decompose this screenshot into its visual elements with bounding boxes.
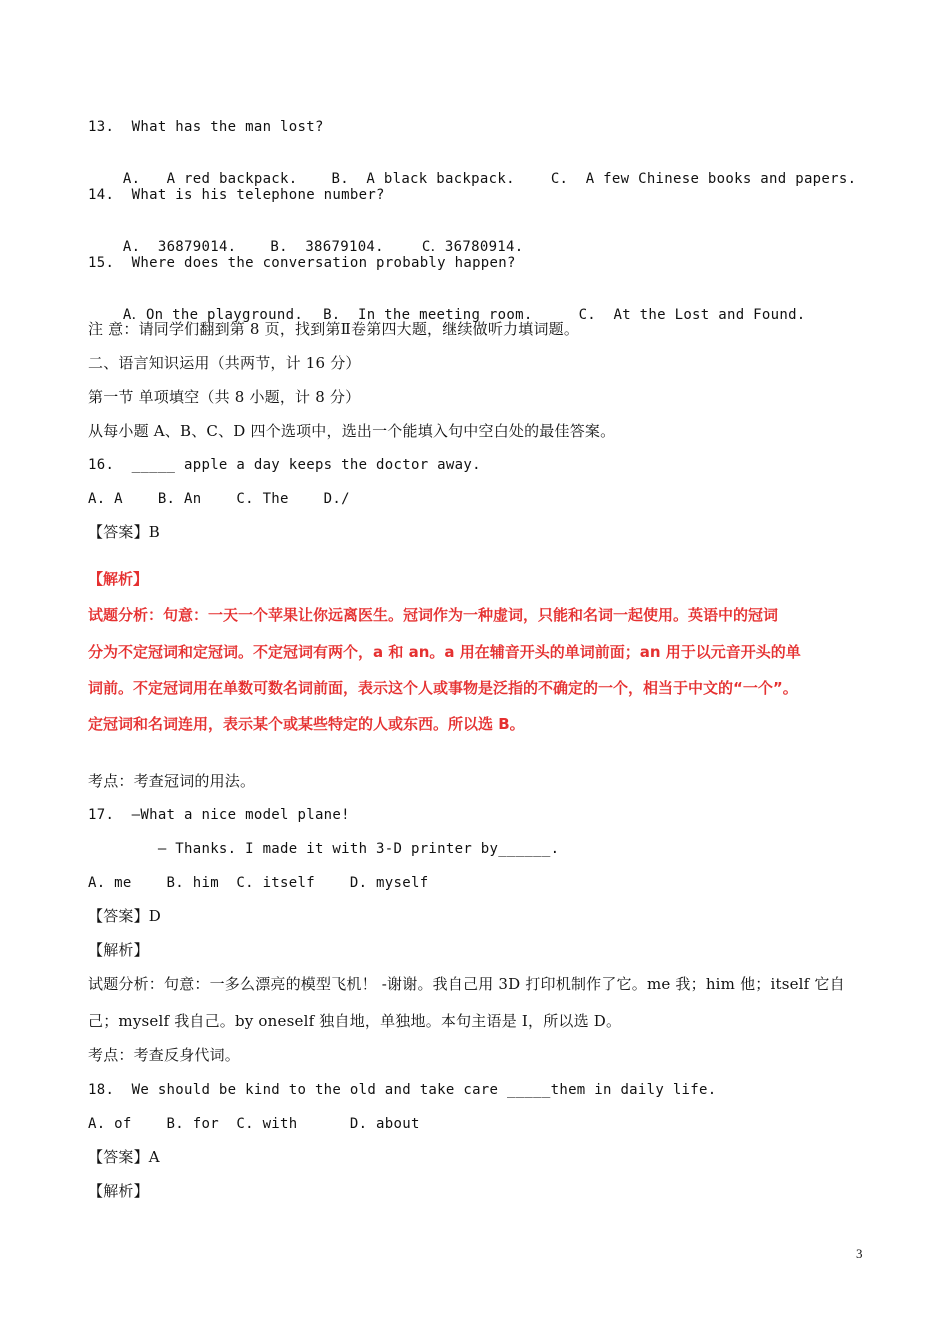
q16-stem: 16. _____ apple a day keeps the doctor away. bbox=[88, 457, 481, 473]
q15-option-a: A．On the playground. bbox=[122, 307, 304, 323]
q16-analysis-line-1: 试题分析：句意：一天一个苹果让你远离医生。冠词作为一种虚词，只能和名词一起使用。英语中的冠词 bbox=[88, 606, 779, 624]
q18-stem: 18. We should be kind to the old and take care _____them in daily life. bbox=[88, 1082, 717, 1098]
page-number: 3 bbox=[856, 1246, 863, 1261]
q14-option-b: B. 38679104. bbox=[270, 239, 384, 255]
q17-reply: — Thanks. I made it with 3-D printer by______. bbox=[88, 841, 560, 857]
q15-option-c: C. At the Lost and Found. bbox=[578, 307, 806, 323]
q17-analysis-title: 【解析】 bbox=[88, 941, 149, 959]
listening-note: 注 意：请同学们翻到第 8 页，找到第Ⅱ卷第四大题，继续做听力填词题。 bbox=[88, 320, 580, 338]
q17-analysis-line-2: 己；myself 我自己。by oneself 独自地，单独地。本句主语是 I，所以选 D。 bbox=[88, 1012, 622, 1030]
q16-options: A. A B. An C. The D./ bbox=[88, 491, 350, 507]
q17-point: 考点：考查反身代词。 bbox=[88, 1046, 241, 1064]
q14-option-c: C．36780914. bbox=[421, 239, 524, 255]
section-instruction: 从每小题 A、B、C、D 四个选项中，选出一个能填入句中空白处的最佳答案。 bbox=[88, 422, 616, 440]
q18-analysis-title: 【解析】 bbox=[88, 1182, 149, 1200]
section2-title: 二、语言知识运用（共两节，计 16 分） bbox=[88, 354, 361, 372]
section2-part1-title: 第一节 单项填空（共 8 小题，计 8 分） bbox=[88, 388, 361, 406]
q13-option-b: B. A black backpack. bbox=[331, 171, 515, 187]
q16-analysis-line-2: 分为不定冠词和定冠词。不定冠词有两个，a 和 an。a 用在辅音开头的单词前面；an 用于以元音开头的单 bbox=[88, 643, 801, 661]
q16-analysis-line-3: 词前。不定冠词用在单数可数名词前面，表示这个人或事物是泛指的不确定的一个，相当于中文的“一个”。 bbox=[88, 679, 798, 697]
q17-options: A. me B. him C. itself D. myself bbox=[88, 875, 429, 891]
q17-stem: 17. —What a nice model plane! bbox=[88, 807, 350, 823]
q17-analysis-line-1: 试题分析：句意：一多么漂亮的模型飞机！ -谢谢。我自己用 3D 打印机制作了它。me 我；him 他；itself 它自 bbox=[88, 975, 845, 993]
q14-option-a: A. 36879014. bbox=[122, 239, 237, 255]
q17-answer: 【答案】D bbox=[88, 907, 162, 925]
q15-option-b: B. In the meeting room. bbox=[323, 307, 533, 323]
q16-point: 考点：考查冠词的用法。 bbox=[88, 772, 256, 790]
q14-stem: 14. What is his telephone number? bbox=[88, 187, 385, 203]
q18-answer: 【答案】A bbox=[88, 1148, 160, 1166]
q13-option-c: C. A few Chinese books and papers. bbox=[550, 171, 857, 187]
q16-analysis-title: 【解析】 bbox=[88, 570, 149, 588]
q15-stem: 15. Where does the conversation probably happen? bbox=[88, 255, 516, 271]
q16-answer: 【答案】B bbox=[88, 523, 161, 541]
q18-options: A. of B. for C. with D. about bbox=[88, 1116, 420, 1132]
q13-stem: 13. What has the man lost? bbox=[88, 119, 324, 135]
q16-analysis-line-4: 定冠词和名词连用，表示某个或某些特定的人或东西。所以选 B。 bbox=[88, 715, 525, 733]
q13-option-a: A. A red backpack. bbox=[122, 171, 298, 187]
